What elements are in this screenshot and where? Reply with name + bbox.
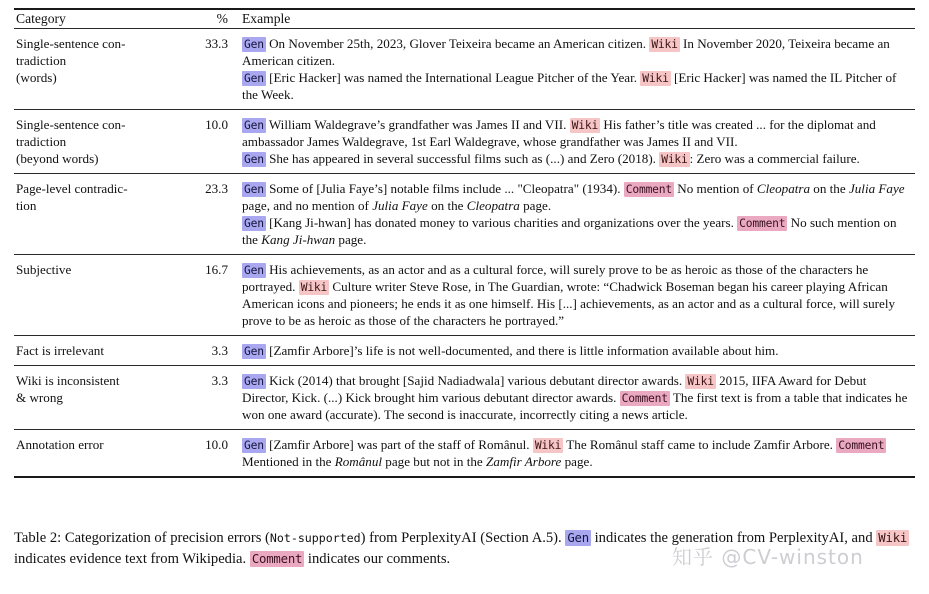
cell-category — [14, 173, 190, 254]
cell-example — [228, 335, 915, 365]
table-row — [14, 28, 915, 109]
table-header — [14, 9, 915, 28]
category-line: (beyond words) — [16, 150, 99, 166]
cell-example — [228, 365, 915, 429]
italic-term: Kang Ji-hwan — [261, 231, 336, 247]
table-caption: Table 2: Categorization of precision errors (Not-supported) from PerplexityAI (Section A.5). Gen indicates the generation from PerplexityAI, and Wiki indicates evidence text from Wikipedia. Comment indicates our comments. — [14, 530, 908, 567]
tag-wiki: Wiki — [534, 438, 562, 452]
example-paragraph: Gen William Waldegrave’s grandfather was James II and VII. Wiki His father’s title was created ... for the diplomat and ambassador James Waldegrave, 1st Earl Waldegrave, whose grandfather was James II and VII. — [242, 116, 876, 149]
cell-example — [228, 109, 915, 173]
category-line: (words) — [16, 69, 57, 85]
cell-category — [14, 109, 190, 173]
italic-term: Românul — [334, 453, 383, 469]
tag-wiki: Wiki — [878, 531, 908, 545]
tag-wiki: Wiki — [687, 374, 714, 388]
bottom-rule-cell — [14, 477, 915, 490]
cell-example — [228, 28, 915, 109]
cell-category — [14, 28, 190, 109]
cell-category — [14, 365, 190, 429]
table-header-row — [14, 9, 915, 28]
table-2 — [14, 8, 915, 490]
cell-example — [228, 173, 915, 254]
cell-example — [228, 429, 915, 477]
example-paragraph: Gen [Zamfir Arbore] was part of the staff of Românul. Wiki The Românul staff came to include Zamfir Arbore. Comment Mentioned in the Românul page but not in the Zamfir Arbore page. — [242, 436, 885, 469]
tag-comment: Comment — [621, 391, 668, 405]
example-paragraph: Gen [Eric Hacker] was named the International League Pitcher of the Year. Wiki [Eric Hacker] was named the IL Pitcher of the Week. — [242, 69, 897, 102]
category-line: & wrong — [16, 389, 63, 405]
table-row — [14, 254, 915, 335]
cell-percent: 33.3 — [205, 35, 228, 51]
cell-percent: 23.3 — [205, 180, 228, 196]
category-line: Fact is irrelevant — [16, 342, 104, 358]
table-row — [14, 109, 915, 173]
cell-example — [228, 254, 915, 335]
cell-category — [14, 335, 190, 365]
category-line: Single-sentence con- — [16, 116, 126, 132]
tag-gen: Gen — [244, 71, 264, 85]
table-body — [14, 28, 915, 490]
tag-comment: Comment — [838, 438, 885, 452]
tag-wiki: Wiki — [571, 118, 599, 132]
italic-term: Cleopatra — [466, 197, 520, 213]
tag-gen: Gen — [567, 531, 589, 545]
column-header-example: Example — [242, 11, 291, 26]
tag-gen: Gen — [244, 152, 264, 166]
example-paragraph: Gen [Kang Ji-hwan] has donated money to various charities and organizations over the years. Comment No such mention on the Kang Ji-hwan page. — [242, 214, 897, 247]
tag-gen: Gen — [244, 216, 264, 230]
category-line: tradiction — [16, 133, 67, 149]
tag-gen: Gen — [244, 374, 264, 388]
tag-wiki: Wiki — [651, 37, 678, 51]
tag-comment: Comment — [251, 551, 303, 566]
tag-comment: Comment — [739, 216, 786, 230]
category-line: Annotation error — [16, 436, 104, 452]
italic-term: Julia Faye — [372, 197, 428, 213]
table-bottom-rule — [14, 477, 915, 490]
example-paragraph: Gen Some of [Julia Faye’s] notable films include ... "Cleopatra" (1934). Comment No mention of Cleopatra on the Julia Faye page, and no mention of Julia Faye on the Cleopatra page. — [242, 180, 905, 213]
category-line: Page-level contradic- — [16, 180, 128, 196]
category-line: Wiki is inconsistent — [16, 372, 120, 388]
tag-wiki: Wiki — [661, 152, 688, 166]
tag-gen: Gen — [244, 438, 264, 452]
tag-gen: Gen — [244, 263, 264, 277]
cell-category — [14, 254, 190, 335]
cell-percent: 10.0 — [205, 116, 228, 132]
tag-gen: Gen — [244, 182, 264, 196]
tag-comment: Comment — [625, 182, 672, 196]
category-line: Single-sentence con- — [16, 35, 126, 51]
example-paragraph: Gen On November 25th, 2023, Glover Teixeira became an American citizen. Wiki In November 2020, Teixeira became an American citizen. — [242, 35, 890, 68]
tag-gen: Gen — [244, 37, 264, 51]
table-row — [14, 365, 915, 429]
tag-gen: Gen — [244, 344, 264, 358]
category-line: tion — [16, 197, 37, 213]
table-row — [14, 335, 915, 365]
tag-wiki: Wiki — [642, 71, 669, 85]
example-paragraph: Gen [Zamfir Arbore]’s life is not well-documented, and there is little information available about him. — [244, 342, 779, 358]
cell-category — [14, 429, 190, 477]
cell-percent: 10.0 — [205, 436, 228, 452]
mono-term: Not-supported — [269, 531, 361, 545]
example-paragraph: Gen Kick (2014) that brought [Sajid Nadiadwala] various debutant director awards. Wiki 2015, IIFA Award for Debut Director, Kick. (...) Kick brought him various debutant director awards. Comment The first text is from a table that indicates he won one award (accurate). The second is inaccurate, incorrectly citing a news article. — [242, 372, 908, 422]
precision-error-table — [14, 8, 915, 490]
column-header-category: Category — [16, 11, 66, 26]
cell-percent: 3.3 — [211, 372, 228, 388]
watermark: 知乎 @CV-winston — [672, 545, 864, 569]
table-row — [14, 173, 915, 254]
table-row — [14, 429, 915, 477]
category-line: tradiction — [16, 52, 67, 68]
italic-term: Julia Faye — [848, 180, 905, 196]
italic-term: Cleopatra — [756, 180, 811, 196]
tag-wiki: Wiki — [300, 280, 328, 294]
example-paragraph: Gen His achievements, as an actor and as a cultural force, will surely prove to be as heroic as those of the characters he portrayed. Wiki Culture writer Steve Rose, in The Guardian, wrote: “Chadwick Boseman began his career playing African American icons and pioneers; he ends it as one himself. His [...] achievements, as an actor and as a cultural force, will surely prove to be as heroic as those of the characters he portrayed.” — [242, 261, 896, 328]
italic-term: Zamfir Arbore — [486, 453, 562, 469]
cell-percent: 3.3 — [211, 342, 228, 358]
column-header-percent: % — [216, 11, 228, 26]
example-paragraph: Gen She has appeared in several successful films such as (...) and Zero (2018). Wiki : Zero was a commercial failure. — [244, 150, 860, 166]
tag-gen: Gen — [244, 118, 264, 132]
cell-percent: 16.7 — [205, 261, 228, 277]
category-line: Subjective — [16, 261, 72, 277]
